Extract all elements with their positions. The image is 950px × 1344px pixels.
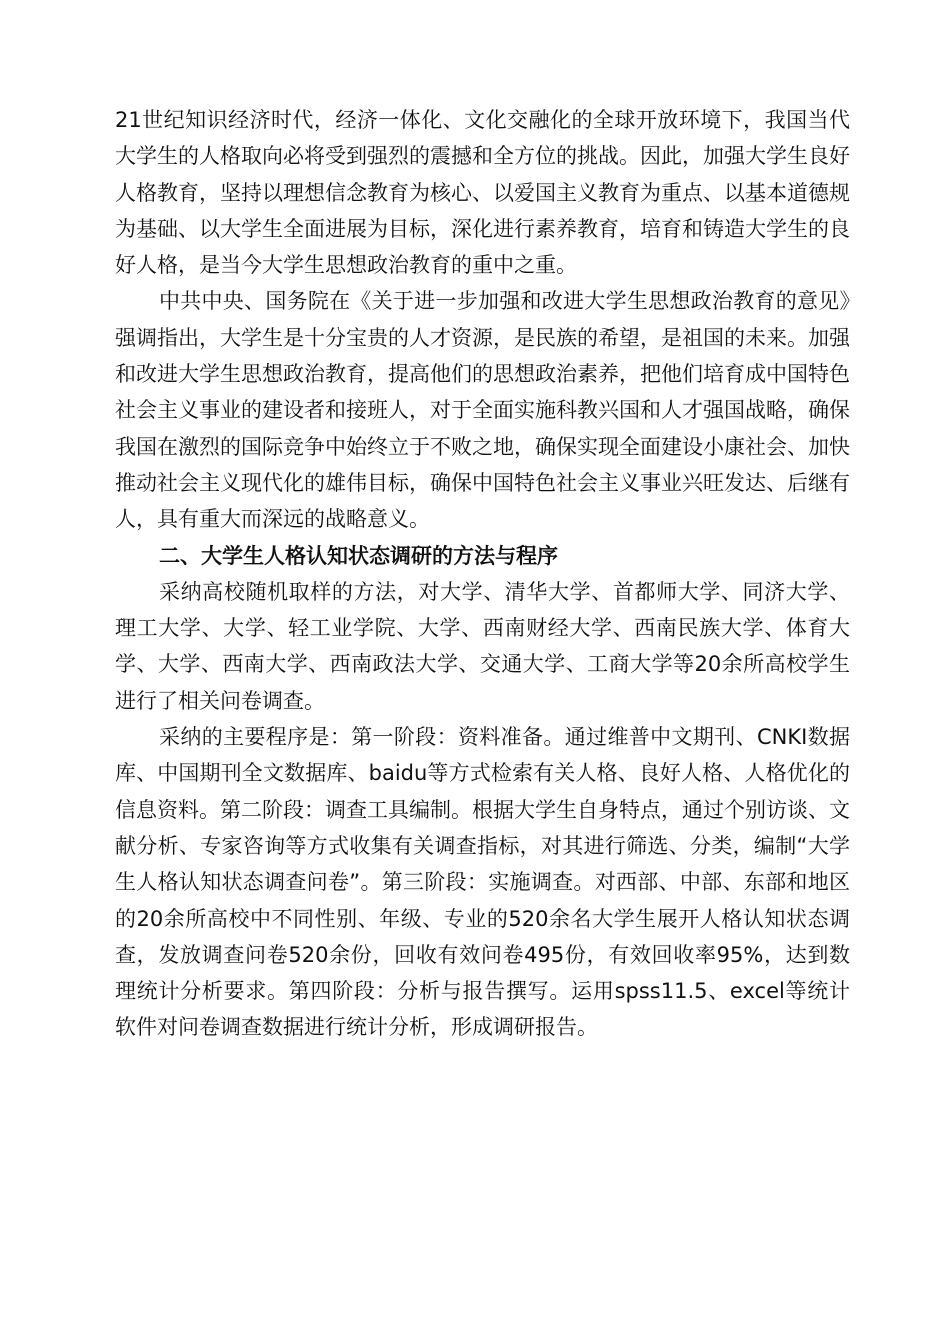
paragraph-central-committee-opinion: 中共中央、国务院在《关于进一步加强和改进大学生思想政治教育的意见》强调指出，大学生是十分宝贵的人才资源，是民族的希望，是祖国的未来。加强和改进大学生思想政治教育，提高他们的思想政治素养，把他们培育成中国特色社会主义事业的建设者和接班人，对于全面实施科教兴国和人才强国战略，确保我国在激烈的国际竞争中始终立于不败之地，确保实现全面建设小康社会、加快推动社会主义现代化的雄伟目标，确保中国特色社会主义事业兴旺发达、后继有人，具有重大而深远的战略意义。 [115, 289, 850, 532]
document-body [115, 102, 850, 1046]
section-heading: 二、大学生人格认知状态调研的方法与程序 [159, 543, 558, 568]
paragraph-research-procedure: 采纳的主要程序是：第一阶段：资料准备。通过维普中文期刊、CNKI数据库、中国期刊全文数据库、baidu等方式检索有关人格、良好人格、人格优化的信息资料。第二阶段：调查工具编制。根据大学生自身特点，通过个别访谈、文献分析、专家咨询等方式收集有关调查指标，对其进行筛选、分类，编制“大学生人格认知状态调查问卷”。第三阶段：实施调查。对西部、中部、东部和地区的20余所高校中不同性别、年级、专业的520余名大学生展开人格认知状态调查，发放调查问卷520余份，回收有效问卷495份，有效回收率95%，达到数理统计分析要求。第四阶段：分析与报告撰写。运用spss11.5、excel等统计软件对问卷调查数据进行统计分析，形成调研报告。 [115, 725, 850, 1040]
paragraph-sampling-method: 采纳高校随机取样的方法，对大学、清华大学、首都师大学、同济大学、理工大学、大学、轻工业学院、大学、西南财经大学、西南民族大学、体育大学、大学、西南大学、西南政法大学、交通大学、工商大学等20余所高校学生进行了相关问卷调查。 [115, 579, 850, 713]
paragraph-intro-continued: 21世纪知识经济时代，经济一体化、文化交融化的全球开放环境下，我国当代大学生的人格取向必将受到强烈的震撼和全方位的挑战。因此，加强大学生良好人格教育，坚持以理想信念教育为核心、以爱国主义教育为重点、以基本道德规为基础、以大学生全面进展为目标，深化进行素养教育，培育和铸造大学生的良好人格，是当今大学生思想政治教育的重中之重。 [115, 108, 850, 278]
